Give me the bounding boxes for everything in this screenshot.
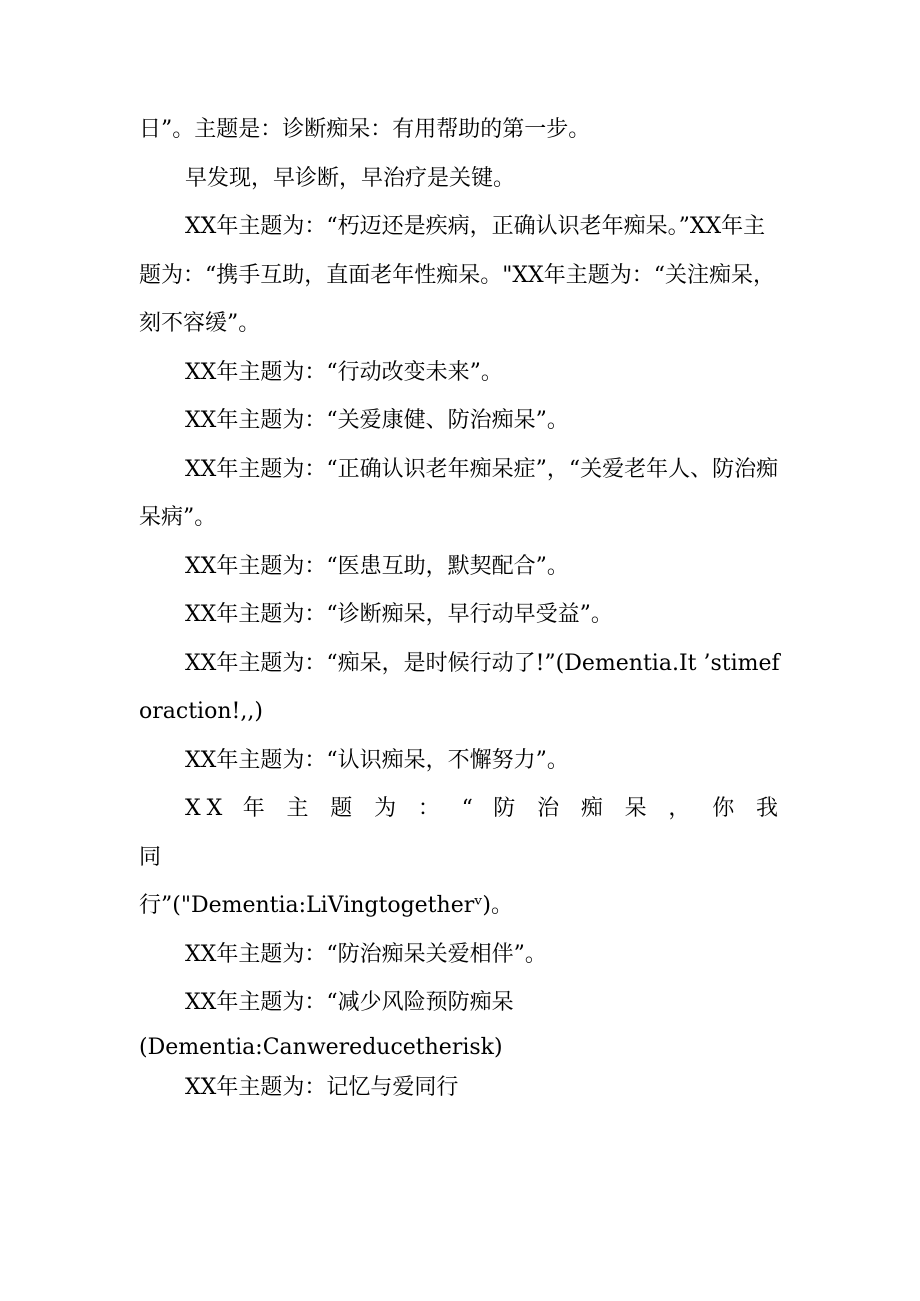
paragraph-line: XX年主题为：记忆与爱同行: [185, 1074, 459, 1100]
paragraph-line: XX年主题为：“关爱康健、防治痴呆”。: [185, 408, 569, 433]
paragraph-line: 行”("Dementia:LiVingtogetherᵛ)。: [139, 893, 514, 918]
paragraph-line: 日”。主题是：诊断痴呆：有用帮助的第一步。: [139, 117, 591, 142]
paragraph-line: XX年主题为：“痴呆，是时候行动了!”(Dementia.It ’stimeforaction!,,): [139, 650, 780, 724]
paragraph-line: XX年主题为：“朽迈还是疾病，正确认识老年痴呆。”XX年主题为：“携手互助，直面老年性痴呆。"XX年主题为：“关注痴呆，刻不容缓”。: [139, 214, 775, 336]
paragraph-line: 早发现，早诊断，早治疗是关键。: [185, 165, 516, 191]
paragraph-line: XX年主题为：“认识痴呆，不懈努力”。: [185, 747, 569, 773]
paragraph-line: XX年主题为：“医患互助，默契配合”。: [185, 553, 569, 579]
paragraph-line: XX年主题为：“行动改变未来”。: [185, 359, 503, 385]
paragraph-line: XX 年 主 题 为 ： “ 防 治 痴 呆 ， 你 我 同: [139, 796, 784, 870]
paragraph-line: XX年主题为：“减少风险预防痴呆: [185, 990, 514, 1015]
paragraph-line: XX年主题为：“防治痴呆关爱相伴”。: [185, 941, 547, 967]
document-body: [139, 106, 784, 1108]
paragraph-line: (Dementia:Canwereducetherisk): [139, 1034, 503, 1060]
paragraph-line: XX年主题为：“诊断痴呆，早行动早受益”。: [185, 602, 613, 627]
paragraph-line: XX年主题为：“正确认识老年痴呆症”，“关爱老年人、防治痴呆病”。: [139, 456, 779, 530]
